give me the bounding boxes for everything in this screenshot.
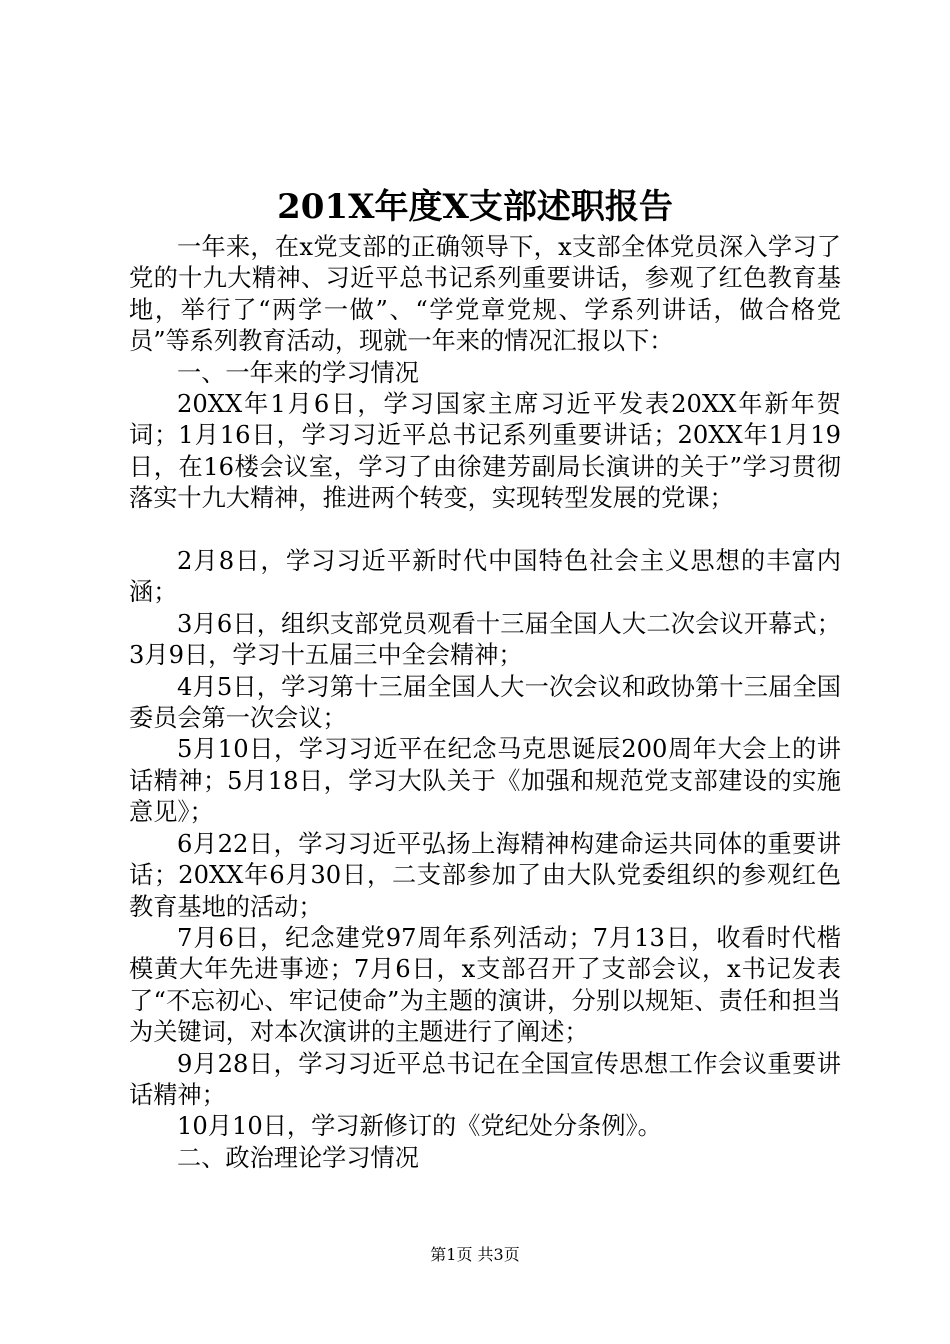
paragraph-march: 3月6日，组织支部党员观看十三届全国人大二次会议开幕式；3月9日，学习十五届三中全会精神；	[129, 609, 841, 670]
paragraph-july: 7月6日，纪念建党97周年系列活动；7月13日，收看时代楷模黄大年先进事迹；7月6日，x支部召开了支部会议，x书记发表了“不忘初心、牢记使命”为主题的演讲，分别以规矩、责任和担当为关键词，对本次演讲的主题进行了阐述；	[129, 923, 841, 1047]
paragraph-may: 5月10日，学习习近平在纪念马克思诞辰200周年大会上的讲话精神；5月18日，学习大队关于《加强和规范党支部建设的实施意见》；	[129, 735, 841, 827]
document-body	[129, 232, 841, 1174]
paragraph-intro: 一年来，在x党支部的正确领导下，x支部全体党员深入学习了党的十九大精神、习近平总书记系列重要讲话，参观了红色教育基地，举行了“两学一做”、“学党章党规、学系列讲话，做合格党员”等系列教育活动，现就一年来的情况汇报以下：	[129, 233, 841, 356]
paragraph-june: 6月22日，学习习近平弘扬上海精神构建命运共同体的重要讲话；20XX年6月30日，二支部参加了由大队党委组织的参观红色教育基地的活动；	[129, 829, 841, 921]
paragraph-spacer	[129, 515, 841, 546]
document-title: 201X年度X支部述职报告	[277, 187, 673, 227]
paragraph-april: 4月5日，学习第十三届全国人大一次会议和政协第十三届全国委员会第一次会议；	[129, 672, 841, 733]
paragraph-february: 2月8日，学习习近平新时代中国特色社会主义思想的丰富内涵；	[129, 547, 841, 607]
paragraph-september: 9月28日，学习习近平总书记在全国宣传思想工作会议重要讲话精神；	[129, 1049, 841, 1109]
section-heading-1: 一、一年来的学习情况	[177, 358, 419, 387]
section-heading-2: 二、政治理论学习情况	[177, 1143, 419, 1172]
paragraph-january: 20XX年1月6日，学习国家主席习近平发表20XX年新年贺词；1月16日，学习习近平总书记系列重要讲话；20XX年1月19日，在16楼会议室，学习了由徐建芳副局长演讲的关于”学习贯彻落实十九大精神，推进两个转变，实现转型发展的党课；	[129, 390, 841, 513]
paragraph-october: 10月10日，学习新修订的《党纪处分条例》。	[177, 1112, 662, 1141]
page-footer: 第1页 共3页	[430, 1245, 520, 1264]
